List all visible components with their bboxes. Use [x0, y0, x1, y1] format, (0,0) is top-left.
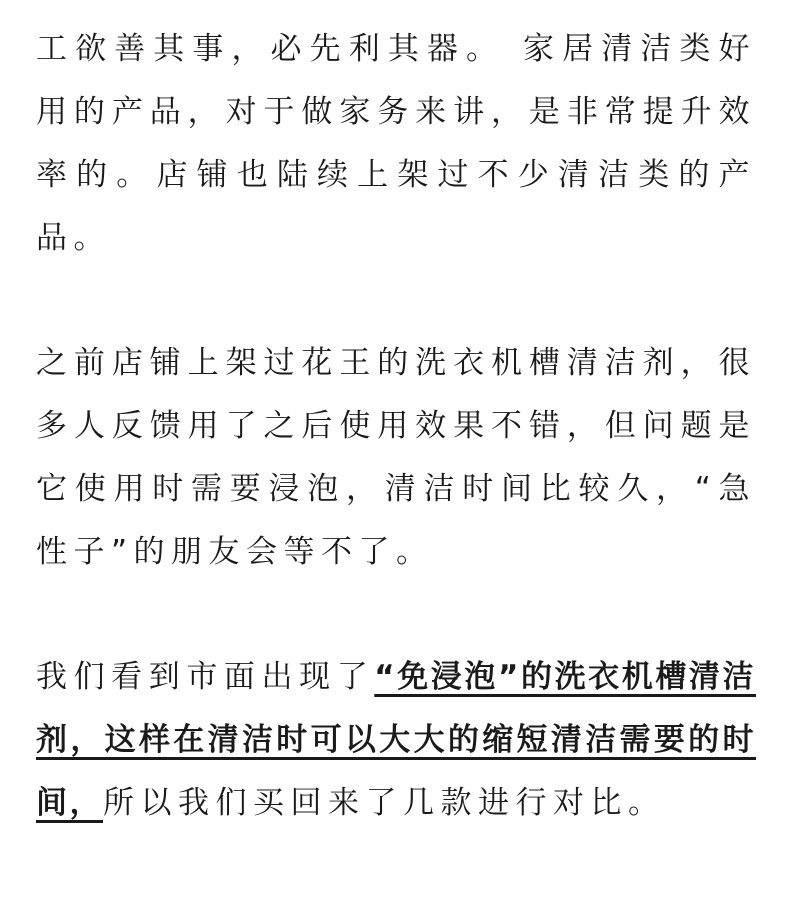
- paragraph-purpose: [36, 646, 756, 835]
- article-body: [36, 18, 756, 835]
- emphasized-highlight-text: “免浸泡”的洗衣机槽清洁剂，这样在清洁时可以大大的缩短清洁需要的时间，: [36, 659, 757, 821]
- paragraph-background: 之前店铺上架过花王的洗衣机槽清洁剂，很多人反馈用了之后使用效果不错，但问题是它使用时需要浸泡，清洁时间比较久，“急性子”的朋友会等不了。: [36, 345, 756, 570]
- paragraph-intro: 工欲善其事，必先利其器。 家居清洁类好用的产品，对于做家务来讲，是非常提升效率的。店铺也陆续上架过不少清洁类的产品。: [36, 31, 756, 256]
- paragraph-purpose-lead: 我们看到市面出现了: [36, 659, 375, 695]
- paragraph-purpose-tail: 所以我们买回来了几款进行对比。: [103, 785, 666, 821]
